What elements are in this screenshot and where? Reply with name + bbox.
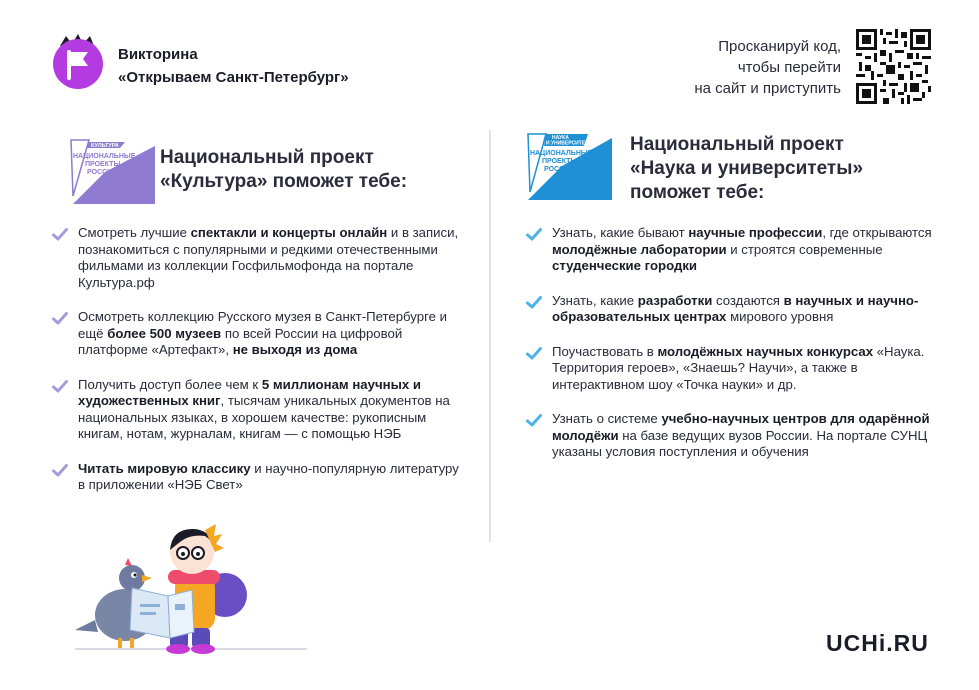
checkmark-icon xyxy=(526,414,542,427)
checkmark-icon xyxy=(52,228,68,241)
culture-title-line1: Национальный проект xyxy=(160,147,374,168)
culture-title-line2: «Культура» поможет тебе: xyxy=(160,171,408,192)
benefit-highlight-text: молодёжные лаборатории xyxy=(552,241,727,257)
scan-instructions xyxy=(641,36,841,99)
characters-reading-illustration xyxy=(70,520,320,655)
checkmark-icon xyxy=(526,347,542,360)
benefit-highlight-text: спектакли и концерты онлайн xyxy=(190,225,388,240)
culture-benefit-item xyxy=(52,309,462,359)
benefit-highlight-text: 5 миллионам научных и художественных книг xyxy=(78,376,421,408)
culture-benefit-item xyxy=(52,225,462,291)
benefit-highlight-text: более 500 музеев xyxy=(107,325,222,341)
science-benefit-item xyxy=(526,225,946,275)
benefit-highlight-text: учебно-научных центров для одарённой молодёжи xyxy=(552,411,930,443)
science-badge-top1: НАУКА xyxy=(552,135,569,141)
benefit-text: Узнать, какие xyxy=(552,292,638,308)
quiz-title xyxy=(118,43,349,89)
scan-line-1: Просканируй код, xyxy=(718,38,841,55)
scan-line-2: чтобы перейти xyxy=(737,59,841,76)
benefit-text: и в записи, познакомиться с популярными и редкими отечественными фильмами из коллекции Госфильмофонда на портале Культура.рф xyxy=(78,225,459,290)
benefit-text: , где открываются xyxy=(822,225,932,240)
science-title-line3: поможет тебе: xyxy=(630,182,765,203)
benefit-highlight-text: разработки xyxy=(637,292,713,308)
checkmark-icon xyxy=(52,312,68,325)
science-title-line2: «Наука и университеты» xyxy=(630,158,864,179)
benefit-text: «Наука. Территория героев», «Знаешь? Научи», а также в интерактивном шоу «Точка науки» и др. xyxy=(552,343,925,392)
science-benefit-item xyxy=(526,344,946,394)
quiz-logo-icon xyxy=(50,34,106,90)
benefit-highlight-text: молодёжных научных конкурсах xyxy=(657,343,874,359)
benefit-highlight-text: научные профессии xyxy=(688,225,823,240)
benefit-text: Узнать, какие бывают xyxy=(552,225,689,240)
culture-benefit-item xyxy=(52,377,462,443)
science-badge-top2: И УНИВЕРСИТЕТЫ xyxy=(546,140,593,147)
science-benefit-item xyxy=(526,411,946,461)
qr-code-icon[interactable] xyxy=(856,29,931,104)
benefit-text: создаются xyxy=(712,292,784,308)
benefit-text: по всей России на цифровой платформе «Артефакт», xyxy=(78,325,403,357)
checkmark-icon xyxy=(526,228,542,241)
benefit-text: и строятся современные xyxy=(726,241,883,257)
culture-benefit-item xyxy=(52,461,462,494)
culture-badge-l3: РОССИИ xyxy=(87,169,118,176)
science-benefit-item xyxy=(526,293,946,326)
culture-project-title xyxy=(160,146,460,194)
science-project-badge-icon xyxy=(522,130,612,200)
benefit-highlight-text: не выходя из дома xyxy=(232,342,358,357)
science-title-line1: Национальный проект xyxy=(630,134,844,155)
checkmark-icon xyxy=(52,380,68,393)
science-benefits-list xyxy=(526,225,946,479)
culture-project-badge-icon xyxy=(65,136,155,204)
scan-line-3: на сайт и приступить xyxy=(694,80,841,97)
benefit-text: мирового уровня xyxy=(726,309,834,324)
checkmark-icon xyxy=(526,296,542,309)
quiz-title-line1: Викторина xyxy=(118,46,198,63)
benefit-text: Узнать о системе xyxy=(552,411,662,426)
science-badge-l3: РОССИИ xyxy=(544,166,575,173)
benefit-text: Смотреть лучшие xyxy=(78,225,191,240)
quiz-title-line2: «Открываем Санкт-Петербург» xyxy=(118,69,349,86)
benefit-text: Получить доступ более чем к xyxy=(78,376,262,392)
benefit-highlight-text: в научных и научно-образовательных центрах xyxy=(552,292,919,324)
benefit-text: Поучаствовать в xyxy=(552,343,658,359)
culture-badge-top: КУЛЬТУРА xyxy=(91,143,119,149)
benefit-text: и научно-популярную литературу в приложении «НЭБ Свет» xyxy=(78,460,459,492)
culture-badge-l1: НАЦИОНАЛЬНЫЕ xyxy=(73,153,136,160)
science-badge-l1: НАЦИОНАЛЬНЫЕ xyxy=(530,150,593,157)
science-project-title xyxy=(630,133,950,205)
benefit-text: , тысячам уникальных документов на национальных языках, в хорошем качестве: рукописным книгам, нотам, журналам, книгам — с помощью НЭБ xyxy=(78,393,450,441)
culture-badge-l2: ПРОЕКТЫ xyxy=(85,161,121,168)
science-badge-l2: ПРОЕКТЫ xyxy=(542,158,578,165)
checkmark-icon xyxy=(52,464,68,477)
uchi-ru-logo[interactable]: UCHi.RU xyxy=(826,630,929,656)
benefit-highlight-text: Читать мировую классику xyxy=(78,460,251,476)
culture-benefits-list xyxy=(52,225,462,512)
column-divider xyxy=(489,130,491,542)
benefit-text: Осмотреть коллекцию Русского музея в Санкт-Петербурге и ещё xyxy=(78,309,447,341)
benefit-text: на базе ведущих вузов России. На портале СУНЦ указаны условия поступления и обучения xyxy=(552,427,928,459)
benefit-highlight-text: студенческие городки xyxy=(552,258,698,273)
